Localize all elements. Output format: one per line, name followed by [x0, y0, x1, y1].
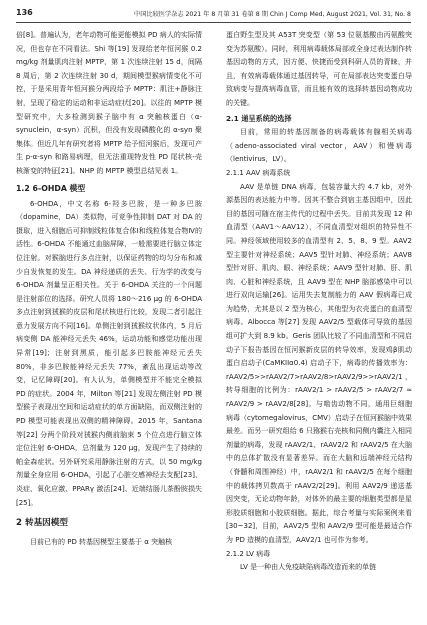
running-header	[16, 6, 411, 23]
section-heading-2-1: 2.1 递呈系统的选择	[226, 113, 292, 123]
section-heading-2: 2 转基因模型	[16, 518, 68, 529]
paragraph: 蛋白野生型及其 A53T 突变型（第 53 位氨基酸由丙氨酸突变为苏氨酸）。同时，利用病毒载体局部或全身过表达制作转基因动物的方式，因方便、快捷而受到科研人员的青睐，并且，有效病毒载体通过基因转导，可在局部表达突变蛋白导致病变与提高病毒血管，而且能有效的选择转基因动物成功的关键。	[226, 31, 412, 107]
paragraph: 目前，常用的转基因制备的病毒载体有腺相关病毒（adeno-associated viral vector，AAV）和慢病毒（lentivirus，LV）。	[226, 128, 412, 164]
paragraph: AAV 是单链 DNA 病毒，包装容量大约 4.7 kb，对外源基因的表达能力中等。因其不整合到宿主基因组中，因此目的基因可随在宿主传代的过程中丢失。目前共发现 12 种血清型（AAV1～AAV12），不同血清型对组织的特异性不同。神经领域使用较多的血清型有 2、5、8、9 型。AAV2 型主要针对神经系统；AAV5 型针对肺、神经系统；AAV8 型针对肝、肌肉、眼、神经系统；AAV9 型针对肺、肝、肌肉、心脏和神经系统，且 AAV9 型在 NHP 脑部感染中可以进行双向运输[26]。运用失去复制能力的 AAV 假病毒已成为趋势，尤其是以 2 型为核心，其他型为衣壳蛋白的血清型病毒。Albocca 等[27] 发现 AAV2/5 型载体可导致的基因组可扩大到 8.9 kb。Geris 团队比较了不同血清型和不同启动子下报告基因在恒河猴新皮层的转导效率，发现鸡β肌动蛋白启动子(CaMKIIα0.4) 启动子下，病毒的传播效率为：rAAV2/5>>rAAV2/7>rAAV2/8>rAAV2/9>>rAAV2/1，转导细胞的比例为：rAAV2/1 > rAAV2/5 > rAAV2/7 ≈ rAAV2/9 > rAAV2/8[28]。与啮齿动物不同，通用巨细胞病毒（cytomegalovirus，CMV）启动子在恒河猴脑中效果最差。而另一研究组给 6 只猕猴右壳核和同侧内囊注入相同剂量的病毒，发现 rAAV2/1、rAAV2/2 和 rAAV2/5 在大脑中的总体扩散没有显著差异。而在大脑和远端神经元结构（脊髓和周围神经）中，rAAV2/1 和 rAAV2/5 在每个细胞中的载体拷贝数高于 rAAV2/2[29]。利用 AAV2/9 递送基因突变，无论动物年龄，对体外的最主要的细胞类型都是星形胶质细胞和小胶质细胞。据此，综合考量与实际案例来看[30~32]，目前，AAV2/5 型和 AAV2/9 型可能是最适合作为 PD 造模的血清型，AAV2/1 也可作为参考。	[226, 182, 412, 544]
section-heading-1-2: 1.2 6-OHDA 模型	[16, 183, 86, 193]
section-heading-2-1-2: 2.1.2 LV 病毒	[226, 549, 271, 558]
section-heading-2-1-1: 2.1.1 AAV 病毒系统	[226, 168, 291, 177]
journal-citation: 中国比较医学杂志 2021 年 8 月第 31 卷第 8 期 Chin J Comp Med, August 2021, Vol. 31, No. 8	[134, 11, 411, 18]
paragraph: 6-OHDA，中文名称 6-羟多巴胺，是一种多巴胺（dopamine，DA）类似物，可竞争性抑制 DAT 对 DA 的摄取，进入细胞后可抑制线粒体复合体Ⅰ和线粒体复合物Ⅳ的活性。6-OHDA 不能通过血脑屏障，一般需要进行脑立体定位注射。对猴脑进行多点注射，以保证药物的均匀分布和减少自发恢复的发生。DA 神经递质的丢失、行为学的改变与 6-OHDA 剂量呈正相关性。关于 6-OHDA 关注的一个问题是注射部位的选择。研究人员将 180～216 μg 的 6-OHDA 多点注射到狨猴的皮层和尾状核进行比较，发现二者引起注意力发展方向不同[16]。单侧注射到狨猴纹状体内，5 月后病变侧 DA 能神经元丢失 46%，运动功能和感觉功能出现异常[19]；注射到黑质，能引起多巴胺能神经元丢失 80%，非多巴胺能神经元丢失 77%，紊乱出现运动等改变，记忆障碍[20]。有人认为，单侧模型并不能完全模拟 PD 的症状。2004 年，Milton 等[21] 发现左侧注射 PD 模型猴子表现出空间和运动症状的单方面缺陷，而双侧注射的 PD 模型可能表现出双侧的精神障碍。2015 年，Santana 等[22] 分两个阶段对狨猴内侧前脑束 5 个位点进行脑立体定位注射 6-OHDA，总剂量为 120 μg，发现产生了持续的帕金森症状。另外研究采用静脉注射的方式，以 50 mg/kg 剂量全身应用 6-OHDA，引起了心脏交感神经去支配[23]、炎症、氧化应激、PPARγ 激活[24]、近端结肠儿茶酚胺损失[25]。	[16, 199, 202, 507]
paragraph: LV 是一种由人免疫缺陷病毒改造而来的单链	[240, 563, 377, 572]
left-column	[16, 29, 202, 550]
right-column	[226, 29, 412, 575]
page-number: 136	[16, 8, 33, 17]
paragraph: 倍[8]。普遍认为，老年动物可能更能模拟 PD 病人的实际情况，但也存在不同看法。Shi 等[19] 发现给老年恒河猴 0.2 mg/kg 剂量肌肉注射 MPTP，第 1 次连续注射 15 d，间隔 8 周后，第 2 次连续注射 30 d，期间模型猴病情变化不可控，于是采用青年恒河猴分两段给予 MPTP：肌注+静脉注射，呈现了稳定的运动和非运动症状[20]。以往的 MPTP 模型研究中，大多检测到猴子脑中有 α 突触核蛋白（α-synuclein，α-syn）沉积，但没有发现磷酸化的 α-syn 聚集体。但近几年有研究者将 MPTP 给予恒河猴后，发现可产生 p-α-syn 和路易病理，但无法重现特发性 PD 尾状核-壳核渐变的特征[21]。NHP 的 MPTP 模型总结见表 1。	[16, 31, 202, 175]
paragraph: 目前已有的 PD 转基因模型主要基于 α 突触核	[30, 538, 173, 547]
